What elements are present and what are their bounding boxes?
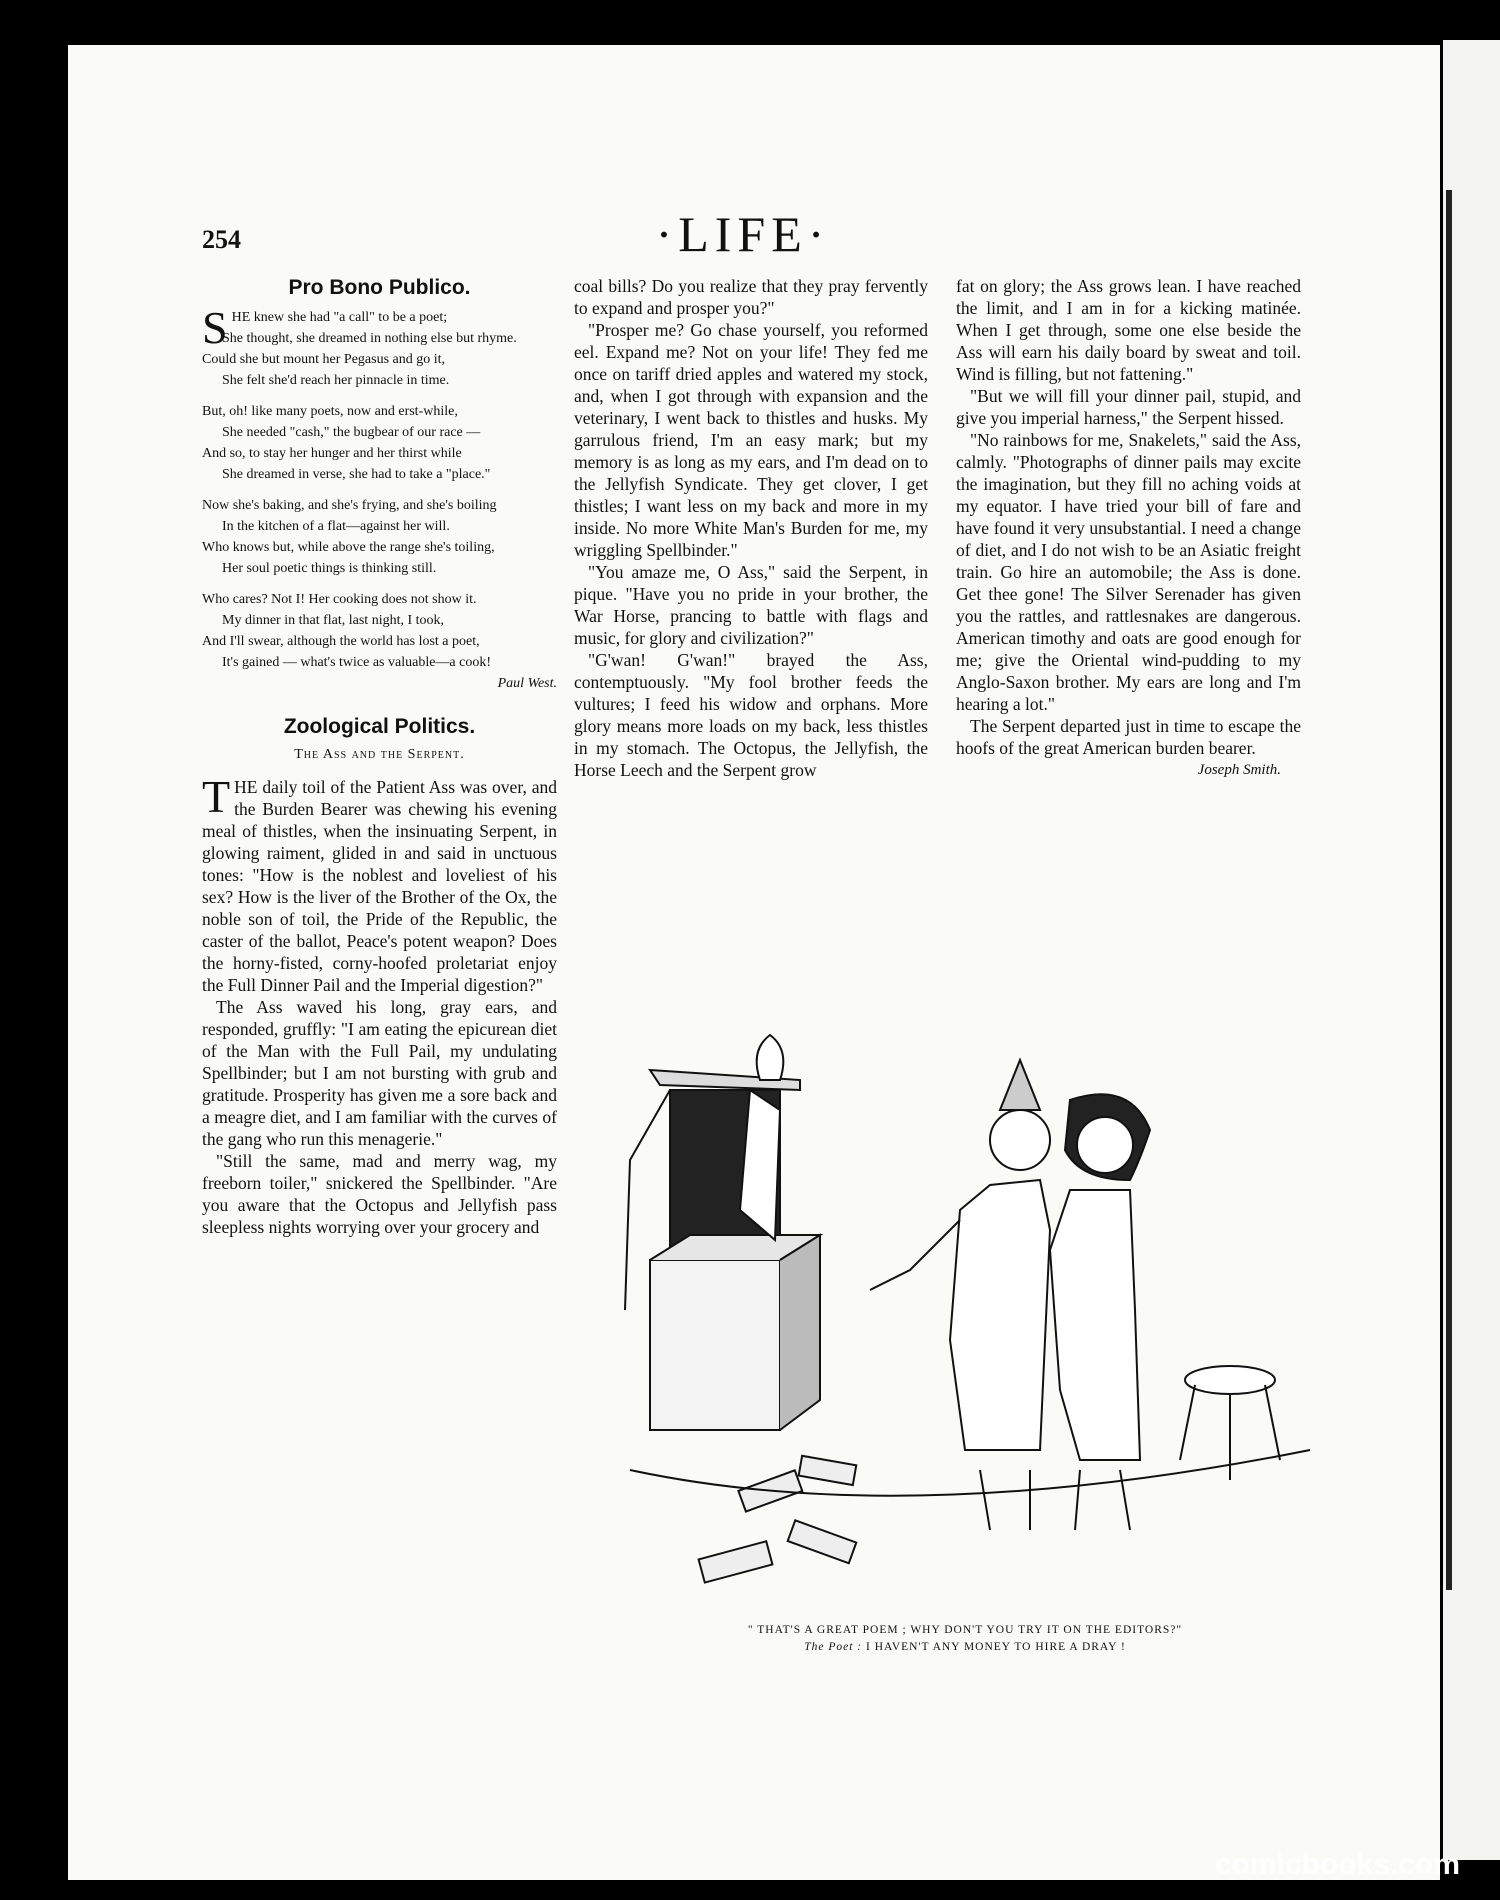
article-dropcap: T <box>202 771 231 822</box>
poem-line: HE knew she had "a call" to be a poet; <box>231 310 448 325</box>
poem-title: Pro Bono Publico. <box>288 276 471 299</box>
poem-line: She dreamed in verse, she had to take a "place." <box>222 467 491 482</box>
article-paragraph: "Still the same, mad and merry wag, my freeborn toiler," snickered the Spellbinder. "Are you aware that the Octopus and Jellyfish pass sleepless nights worrying over your grocery and <box>202 1151 557 1237</box>
poem-line: But, oh! like many poets, now and erst-while, <box>202 404 458 419</box>
article-paragraph: "No rainbows for me, Snakelets," said the Ass, calmly. "Photographs of dinner pails may excite the imagination, but they fill no aching voids at my equator. I have tried your bill of fare and have found it very unsubstantial. I need a change of diet, and I do not wish to be an Asiatic freight train. Go hire an automobile; the Ass is done. Get thee gone! The Silver Serenader has given you the rattles, and rattlesnakes are dangerous. American timothy and oats are good enough for me; give the Oriental wind-pudding to my Anglo-Saxon brother. My ears are long and I'm hearing a lot." <box>956 430 1301 714</box>
poem-line: She needed "cash," the bugbear of our race — <box>222 425 481 440</box>
cartoon-illustration <box>610 1010 1320 1620</box>
poem-dropcap: S <box>202 302 228 353</box>
masthead: ·LIFE· <box>655 206 831 262</box>
article-paragraph: "G'wan! G'wan!" brayed the Ass, contemptuously. "My fool brother feeds the vultures; I feed his widow and orphans. More glory means more loads on my back, less thistles in my stomach. The Octopus, the Jellyfish, the Horse Leech and the Serpent grow <box>574 650 928 780</box>
poem-line: Who knows but, while above the range she's toiling, <box>202 540 495 555</box>
column-1 <box>202 275 557 1238</box>
poem-line: And I'll swear, although the world has lost a poet, <box>202 634 480 649</box>
poem-stanza <box>202 302 557 391</box>
poem-line: Now she's baking, and she's frying, and she's boiling <box>202 498 497 513</box>
article-paragraph: "But we will fill your dinner pail, stupid, and give you imperial harness," the Serpent hissed. <box>956 386 1301 428</box>
caption-line-2 <box>620 1639 1310 1656</box>
page-gutter-shadow <box>1446 190 1452 1590</box>
column-2 <box>574 275 928 781</box>
page-header <box>202 205 1284 265</box>
article-paragraph: The Serpent departed just in time to escape the hoofs of the great American burden bearer. <box>956 716 1301 758</box>
caption-speaker: The Poet : <box>804 1641 863 1653</box>
poem-line: Who cares? Not I! Her cooking does not show it. <box>202 592 477 607</box>
cartoon-caption <box>620 1622 1310 1656</box>
poem-line: Could she but mount her Pegasus and go it, <box>202 352 446 367</box>
article-title: Zoological Politics. <box>283 715 476 738</box>
poem-line: She felt she'd reach her pinnacle in time. <box>222 373 450 388</box>
page-number: 254 <box>202 225 241 254</box>
article-paragraph: "You amaze me, O Ass," said the Serpent, in pique. "Have you no pride in your brother, the War Horse, prancing to battle with flags and music, for glory and civilization?" <box>574 562 928 648</box>
caption-reply: I HAVEN'T ANY MONEY TO HIRE A DRAY ! <box>865 1641 1126 1653</box>
article-author: Joseph Smith. <box>1197 762 1281 778</box>
article-paragraph: The Ass waved his long, gray ears, and responded, gruffly: "I am eating the epicurean diet of the Man with the Full Pail, my undulating Spellbinder; but I am not bursting with grub and gratitude. Prosperity has given me a sore back and a meagre diet, and I am familiar with the curves of the gang who run this menagerie." <box>202 997 557 1149</box>
poem-stanza <box>202 401 557 485</box>
poem-stanza <box>202 495 557 579</box>
poem-line: In the kitchen of a flat—against her will. <box>222 519 450 534</box>
poem-body <box>202 302 557 694</box>
poem-author: Paul West. <box>497 676 557 691</box>
column-3 <box>956 275 1301 781</box>
caption-line-1: " THAT'S A GREAT POEM ; WHY DON'T YOU TRY IT ON THE EDITORS?" <box>747 1624 1183 1636</box>
article-paragraph: "Prosper me? Go chase yourself, you reformed eel. Expand me? Not on your life! They fed me once on tariff dried apples and watered my stock, and, when I got through with expansion and the veterinary, I went back to thistles and husks. My garrulous friend, I'm an easy mark; but my memory is as long as my ears, and I'm dead on to the Jellyfish Syndicate. They get clover, I get thistles; I want less on my back and more in my inside. No more White Man's Burden for me, my wriggling Spellbinder." <box>574 320 928 560</box>
article-paragraph: fat on glory; the Ass grows lean. I have reached the limit, and I am in for a kicking matinée. When I get through, some one else beside the Ass will earn his daily board by sweat and toil. Wind is filling, but not fattening." <box>956 276 1301 384</box>
poem-line: Her soul poetic things is thinking still. <box>222 561 437 576</box>
article-paragraph <box>202 771 557 996</box>
article-subtitle: The Ass and the Serpent. <box>294 747 465 762</box>
poem-line: And so, to stay her hunger and her thirst while <box>202 446 462 461</box>
article-paragraph: coal bills? Do you realize that they pray fervently to expand and prosper you?" <box>574 276 928 318</box>
cartoon-drawing <box>610 1010 1320 1620</box>
poem-line: It's gained — what's twice as valuable—a cook! <box>222 655 492 670</box>
poem-line: She thought, she dreamed in nothing else but rhyme. <box>222 331 517 346</box>
paragraph-text: HE daily toil of the Patient Ass was over, and the Burden Bearer was chewing his evening meal of thistles, when the insinuating Serpent, in glowing raiment, glided in and said in unctuous tones: "How is the noblest and loveliest of his sex? How is the liver of the Brother of the Ox, the noble son of toil, the Pride of the Republic, the caster of the ballot, Peace's potent weapon? Does the horny-fisted, corny-hoofed proletariat enjoy the Full Dinner Pail and the Imperial digestion?" <box>202 777 557 995</box>
site-watermark: comicbooks.com <box>1214 1848 1460 1881</box>
poem-line: My dinner in that flat, last night, I took, <box>222 613 445 628</box>
poem-stanza <box>202 589 557 694</box>
